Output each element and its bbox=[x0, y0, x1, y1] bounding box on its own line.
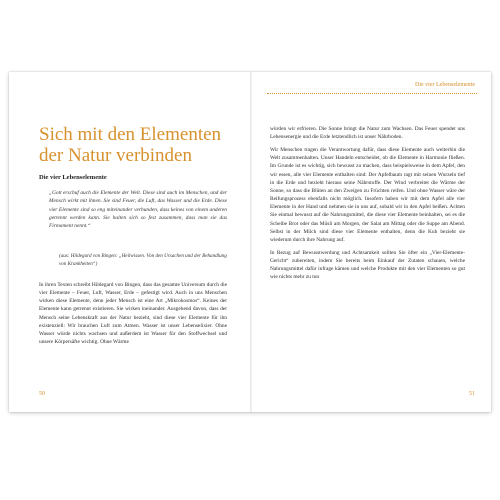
right-page bbox=[252, 72, 491, 412]
running-head-rule bbox=[267, 93, 477, 94]
right-paragraph-2: Wir Menschen tragen die Verantwortung dafür, dass diese Elemente auch weiterhin die Welt zusammenhalten. Unser Handeln entscheidet, ob die Elemente in Harmonie fließen. Im Grunde ist es wichtig, sich bewusst zu machen, dass beispielsweise in dem Apfel, den wir essen, alle vier Elemente enthalten sind: Der Apfelbaum ragt mit seinen Wurzeln tief in die Erde und bezieht hieraus seine Nährstoffe. Der Wind verbreitet die Wärme der Sonne, so dass die Blüten an den Zweigen zu Früchten reifen. Und ohne Wasser wäre der Reifungsprozess ebenfalls nicht möglich. Insofern haben wir mit dem Apfel alle vier Elemente in der Hand und nehmen sie in uns auf, sobald wir in den Apfel beißen. Achten Sie einmal bewusst auf die Nahrungsmittel, die diese vier Elemente beinhalten, sei es die Scheibe Brot oder das Müsli am Morgen, der Salat am Mittag oder die Suppe am Abend. Selbst in der Milch sind diese vier Elemente enthalten, denn die Kuh bezieht sie wiederum durch ihre Nahrung auf. bbox=[270, 147, 465, 243]
hildegard-quote: „Gott erschuf auch die Elemente der Welt. Diese sind auch im Menschen, und der Mensch wirkt mit ihnen. Sie sind Feuer, die Luft, das Wasser und die Erde. Diese vier Elemente sind so eng miteinander verbunden, dass keines von einem anderen getrennt werden kann. Sie halten sich so fest zusammen, dass man sie das Firmament nennt.“ bbox=[49, 190, 227, 230]
right-paragraph-1: würden wir erfrieren. Die Sonne bringt die Natur zum Wachsen. Das Feuer spendet uns Lebensenergie und die Erde letztendlich ist unser Nährboden. bbox=[270, 126, 465, 141]
chapter-title bbox=[39, 124, 221, 166]
left-body-paragraph: In ihren Texten schreibt Hildegard von Bingen, dass das gesamte Universum durch die vier Elemente – Feuer, Luft, Wasser, Erde – gefestigt wird. Auch in uns Menschen wirken diese Elemente, denn jeder Mensch ist eine Art „Mikrokosmos“. Keines der Elemente kann getrennt existieren. Sie wirken ineinander. Ausgehend davon, dass der Mensch seine Lebenskraft aus der Natur bezieht, sind diese vier Elemente für ihn existenziell: Wir brauchen Luft zum Atmen. Wasser ist unser Lebenselixier. Ohne Wasser würde nichts wachsen und außerdem ist Wasser für den Stoffwechsel und unsere Körpersäfte wichtig. Ohne Wärme bbox=[39, 282, 227, 346]
open-book bbox=[9, 72, 491, 412]
chapter-title-line-2: der Natur verbinden bbox=[39, 145, 192, 166]
quote-source: (aus: Hildegard von Bingen: „Heilwissen. Von den Ursachen und der Behandlung von Krankheiten“) bbox=[59, 253, 227, 267]
left-body-text bbox=[39, 281, 227, 346]
section-subheading: Die vier Lebenselemente bbox=[39, 174, 107, 181]
left-page bbox=[9, 72, 250, 412]
page-number-right: 51 bbox=[469, 391, 475, 397]
chapter-title-line-1: Sich mit den Elementen bbox=[39, 124, 222, 145]
running-head: Die vier Lebenselemente bbox=[415, 82, 475, 88]
right-body-text bbox=[270, 125, 465, 281]
right-paragraph-3: In Bezug auf Bewusstwerdung und Achtsamkeit sollten Sie öfter ein „Vier-Elemente-Gericht“ zubereiten, indem Sie bereits beim Einkauf der Zutaten schauen, welche Nahrungsmittel dafür infrage kämen und welche Produkte mit den vier Elementen so gut wie nichts mehr zu tun bbox=[270, 249, 465, 281]
page-number-left: 50 bbox=[39, 391, 45, 397]
